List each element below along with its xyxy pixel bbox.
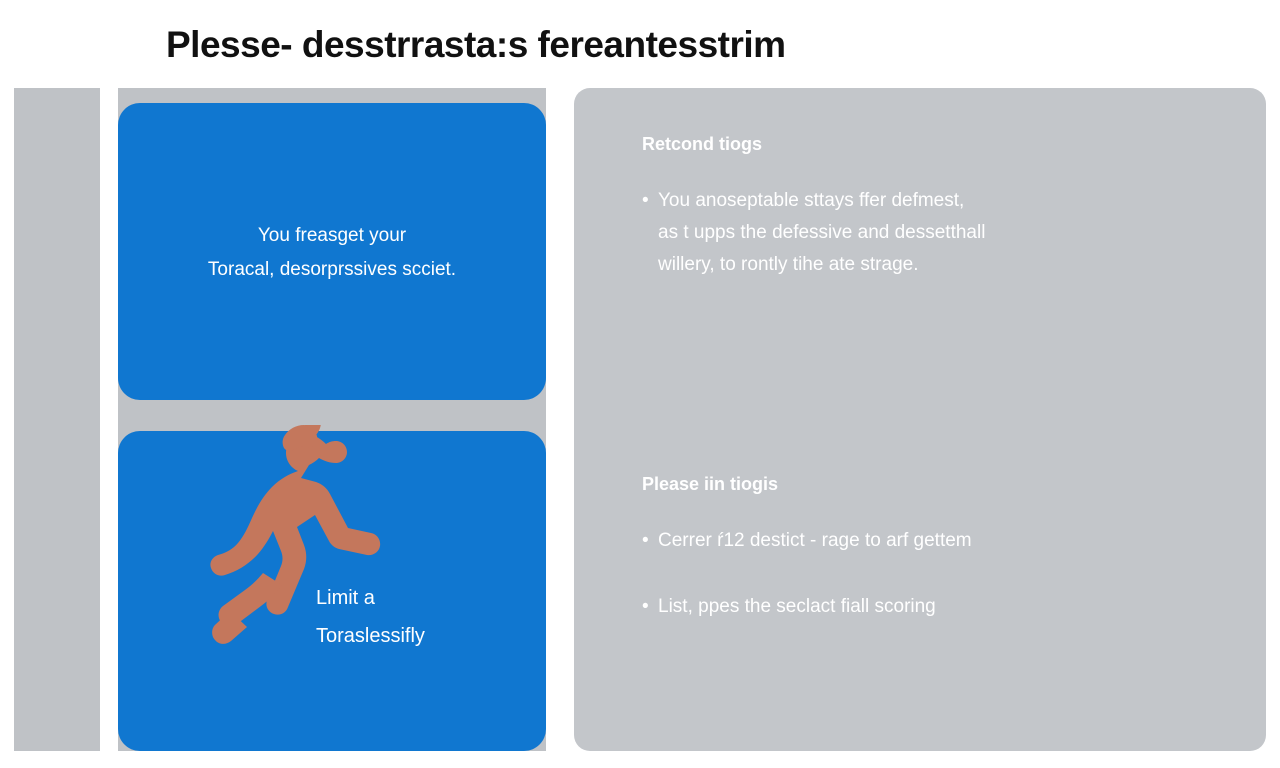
bullet-line: Cerrer ŕ12 destict - rage to arf gettem [658,530,972,551]
top-blue-card [118,103,546,400]
top-card-text [118,219,546,287]
page-title: Plesse- desstrrasta:s fereantesstrim [166,24,786,65]
bullet-marker: • [642,530,649,551]
top-card-line-1: You freasget your [257,225,407,246]
bullet-line: List, ppes the seclact fiall scoring [658,596,936,617]
left-rail-decoration [14,88,100,751]
left-column [118,88,546,751]
bullet-text [658,591,1226,623]
bullet-line: as t upps the defessive and dessetthall [658,222,986,243]
bottom-card-line-1: Limit a [316,587,375,609]
bullet-text [658,525,1226,557]
section-2-heading: Please iin tiogis [642,474,779,494]
section-recommendations [642,134,1226,303]
list-item [642,185,1226,281]
bullet-marker: • [642,190,649,211]
bottom-card-text [316,579,425,655]
list-item [642,591,1226,623]
bullet-text [658,185,1226,281]
section-please-notes [642,474,1226,657]
right-panel [574,88,1266,751]
bullet-line: willery, to rontly tihe ate strage. [658,254,919,275]
list-item [642,525,1226,557]
section-1-heading: Retcond tiogs [642,134,762,154]
bullet-marker: • [642,596,649,617]
bottom-blue-card [118,431,546,751]
bullet-line: You anoseptable sttays ffer defmest, [658,190,965,211]
top-card-line-2: Toracal, desorprssives scciet. [207,259,457,280]
bottom-card-line-2: Toraslessifly [316,625,425,647]
